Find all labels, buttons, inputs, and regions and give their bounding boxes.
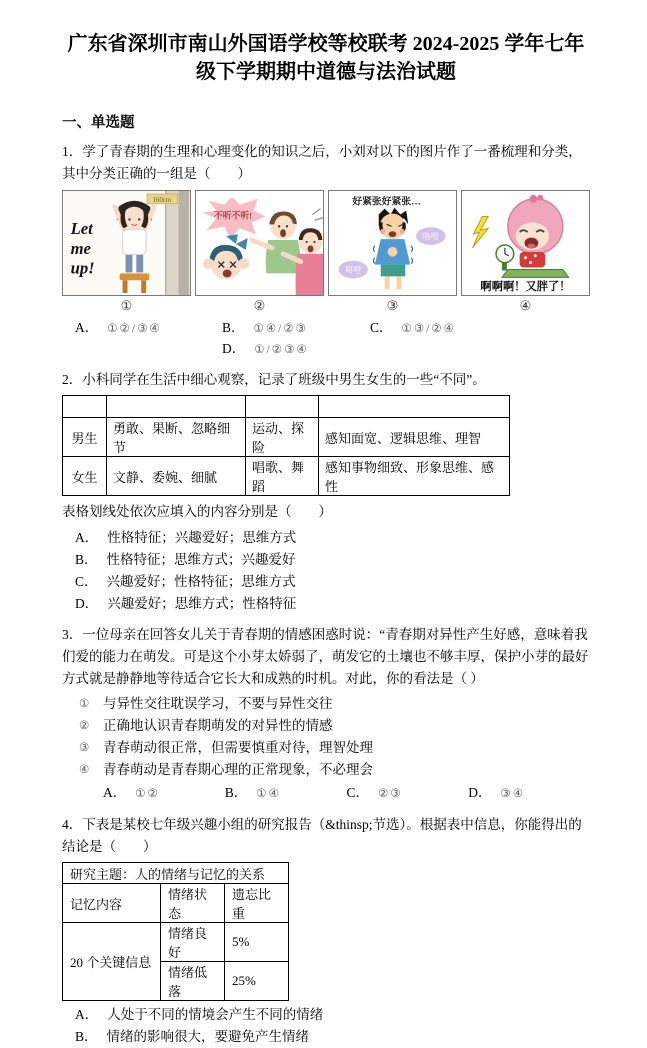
q3-statement-1: ① 与异性交往耽误学习，不要与异性交往 [79, 696, 333, 711]
research-topic-cell: 研究主题：人的情绪与记忆的关系 [63, 863, 289, 884]
comic-panel-4-image [462, 191, 589, 295]
q3-option-b: B． ①④ [224, 785, 281, 800]
section-heading-single-choice: 一、单选题 [62, 115, 135, 131]
q1-option-c: C． ①③/②④ [370, 320, 456, 335]
question-4-text: 4．下表是某校七年级兴趣小组的研究报告（&thinsp;节选）。根据表中信息，你能得出的结论是（ ） [62, 817, 582, 854]
panel1-text-line2: me [70, 238, 91, 258]
q1-option-b: B． ①④/②③ [222, 320, 308, 335]
question-2-table [62, 395, 510, 496]
comic-panel-1-let-me-up [62, 190, 191, 296]
question-3-text: 3．一位母亲在回答女儿关于青春期的情感困惑时说：“青春期对异性产生好感，意味着我们爱的能力在萌发。可是这个小芽太娇弱了，萌发它的土壤也不够丰厚，保护小芽的最好方式就是静静地等待适合它长大和成熟的时机。对此，你的看法是（ ） [62, 627, 589, 686]
q4-option-b: B． 情绪的影响很大，要避免产生情绪 [75, 1029, 310, 1044]
question-4-options [62, 1004, 590, 1048]
panel3-title-text: 好紧张好紧张… [352, 196, 421, 208]
table-row: 女生 文静、委婉、细腻 唱歌、舞蹈 感知事物细致、形象思维、感性 [63, 457, 510, 496]
q2-option-d: D． 兴趣爱好；思维方式；性格特征 [75, 596, 297, 611]
panel3-bubble2-text: 咯噔 [345, 265, 362, 275]
panel-2-label: ② [253, 298, 266, 313]
q3-statement-3: ③ 青春萌动很正常，但需要慎重对待，理智处理 [79, 740, 373, 755]
q3-statement-4: ④ 青春萌动是青春期心理的正常现象，不必理会 [79, 762, 373, 777]
q3-option-d: D． ③④ [468, 785, 526, 800]
table-row: 20 个关键信息 情绪良好 5% [63, 923, 289, 962]
q4-option-a: A． 人处于不同的情境会产生不同的情绪 [75, 1007, 324, 1022]
panel-1-label: ① [120, 298, 133, 313]
panel-4-label: ④ [519, 298, 532, 313]
panel1-text-line1: Let [70, 219, 93, 239]
comic-panel-4-weight [461, 190, 590, 296]
comic-panel-3-nervous [328, 190, 457, 296]
table-row [63, 863, 289, 884]
table-row: 情绪低落 25% [63, 962, 289, 1001]
q3-option-c: C． ②③ [346, 785, 403, 800]
q2-option-a: A． 性格特征；兴趣爱好；思维方式 [75, 530, 297, 545]
table-row: 记忆内容 情绪状态 遗忘比重 [63, 884, 289, 923]
question-1-options [62, 318, 590, 360]
comic-panel-1-image [63, 191, 190, 295]
panel1-text-line3: up! [70, 258, 95, 278]
panel2-bubble-text: 不听不听! [213, 210, 253, 221]
table-row: 男生 勇敢、果断、忽略细节 运动、探险 感知面宽、逻辑思维、理智 [63, 418, 510, 457]
comic-panel-3-image [329, 191, 456, 295]
panel3-bubble1-text: 咯噔 [422, 232, 439, 242]
q2-option-c: C． 兴趣爱好；性格特征；思维方式 [75, 574, 296, 589]
q1-option-d: D． ①/②③④ [222, 341, 309, 356]
comic-panel-2-image [196, 191, 323, 295]
question-2-prompt: 表格划线处依次应填入的内容分别是（ ） [62, 504, 332, 519]
panel-3-label: ③ [386, 298, 399, 313]
memory-content-cell: 20 个关键信息 [63, 923, 161, 1001]
q3-option-a: A． ①② [103, 785, 160, 800]
question-2-options [62, 527, 590, 615]
panel4-caption-text: 啊啊啊！又胖了！ [480, 281, 571, 294]
q1-option-a: A． ①②/③④ [75, 320, 162, 335]
table-row [63, 396, 510, 418]
question-3-options [62, 782, 590, 805]
question-1-image-strip [62, 190, 590, 296]
question-3-statements [62, 693, 590, 781]
question-1-panel-labels [62, 298, 590, 314]
q2-option-b: B． 性格特征；思维方式；兴趣爱好 [75, 552, 296, 567]
page-title: 广东省深圳市南山外国语学校等校联考 2024-2025 学年七年级下学期期中道德与法治试题 [67, 33, 585, 83]
q3-statement-2: ② 正确地认识青春期萌发的对异性的情感 [79, 718, 333, 733]
question-2-text: 2．小科同学在生活中细心观察，记录了班级中男生女生的一些“不同”。 [62, 372, 486, 387]
question-1-text: 1．学了青春期的生理和心理变化的知识之后，小刘对以下的图片作了一番梳理和分类，其中分类正确的一组是（ ） [62, 144, 582, 181]
height-mark-label: 160cm [152, 196, 172, 204]
comic-panel-2-not-listening [195, 190, 324, 296]
question-4-research-table [62, 862, 289, 1001]
